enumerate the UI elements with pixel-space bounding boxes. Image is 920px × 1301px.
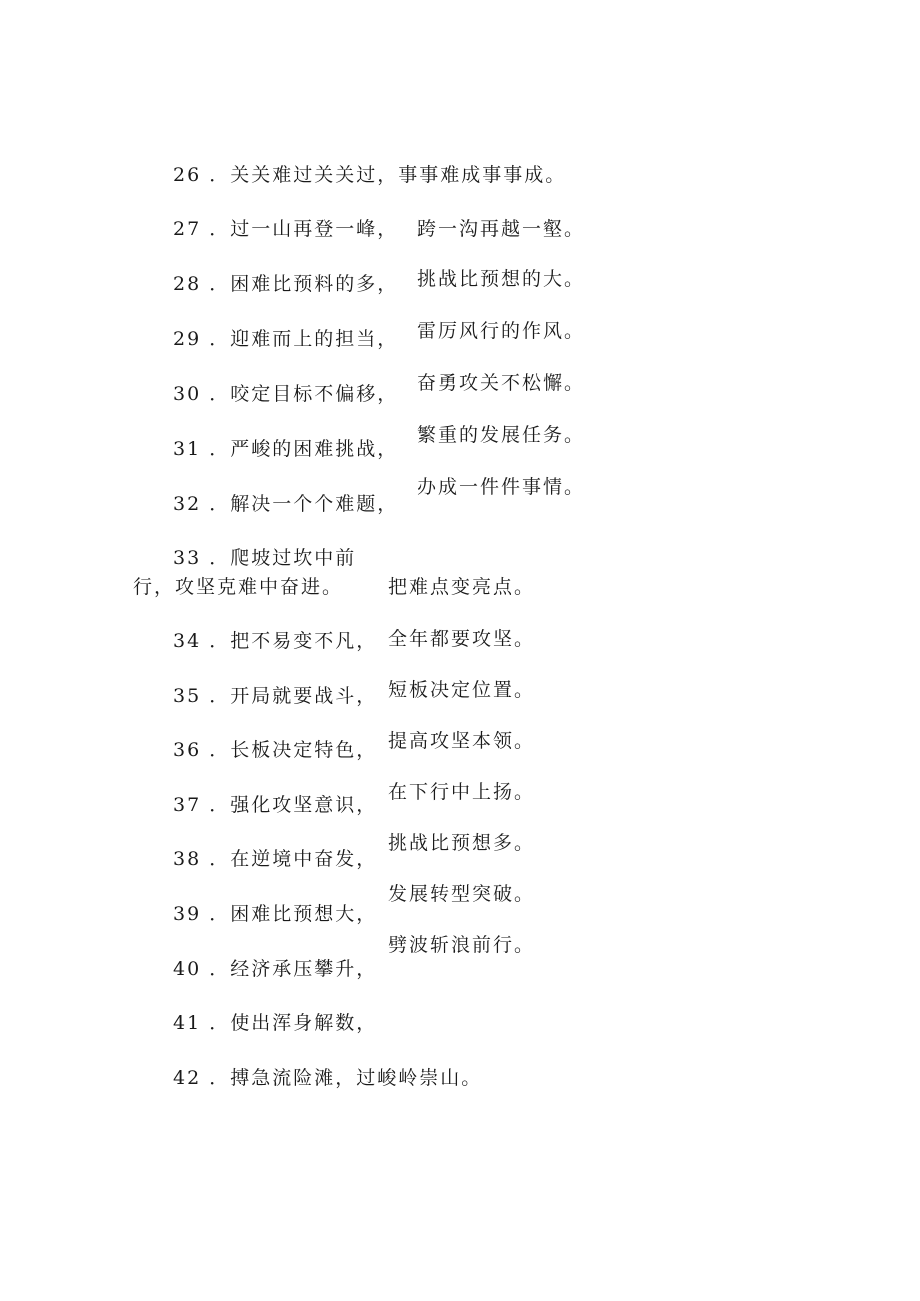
line-27-left: 27 ．过一山再登一峰， xyxy=(173,218,399,240)
line-26: 26 ．关关难过关关过，事事难成事事成。 xyxy=(173,164,567,186)
line-38-left: 38 ．在逆境中奋发， xyxy=(173,848,378,870)
line-42: 42 ．搏急流险滩，过峻岭崇山。 xyxy=(173,1067,483,1089)
line-27-right: 跨一沟再越一壑。 xyxy=(417,218,586,240)
line-33-second: 行，攻坚克难中奋进。 xyxy=(133,576,344,598)
line-32-left: 32 ．解决一个个难题， xyxy=(173,493,399,515)
line-30-right: 奋勇攻关不松懈。 xyxy=(417,372,586,394)
line-34-right: 全年都要攻坚。 xyxy=(388,628,536,650)
line-28-left: 28 ．困难比预料的多， xyxy=(173,273,399,295)
line-41: 41 ．使出浑身解数， xyxy=(173,1012,378,1034)
line-38-right: 挑战比预想多。 xyxy=(388,832,536,854)
line-33-right: 把难点变亮点。 xyxy=(388,576,536,598)
line-29-right: 雷厉风行的作风。 xyxy=(417,320,586,342)
line-34-left: 34 ．把不易变不凡， xyxy=(173,630,378,652)
line-36-left: 36 ．长板决定特色， xyxy=(173,739,378,761)
line-39-left: 39 ．困难比预想大， xyxy=(173,903,378,925)
line-31-left: 31 ．严峻的困难挑战， xyxy=(173,438,399,460)
line-29-left: 29 ．迎难而上的担当， xyxy=(173,328,399,350)
line-40-right: 劈波斩浪前行。 xyxy=(388,934,536,956)
line-28-right: 挑战比预想的大。 xyxy=(417,268,586,290)
line-40-left: 40 ．经济承压攀升， xyxy=(173,958,378,980)
line-30-left: 30 ．咬定目标不偏移， xyxy=(173,383,399,405)
line-37-right: 在下行中上扬。 xyxy=(388,781,536,803)
line-37-left: 37 ．强化攻坚意识， xyxy=(173,794,378,816)
line-35-right: 短板决定位置。 xyxy=(388,679,536,701)
line-33-first: 33 ．爬坡过坎中前 xyxy=(173,547,357,569)
line-36-right: 提高攻坚本领。 xyxy=(388,730,536,752)
line-31-right: 繁重的发展任务。 xyxy=(417,424,586,446)
line-35-left: 35 ．开局就要战斗， xyxy=(173,685,378,707)
line-32-right: 办成一件件事情。 xyxy=(417,476,586,498)
line-39-right: 发展转型突破。 xyxy=(388,883,536,905)
